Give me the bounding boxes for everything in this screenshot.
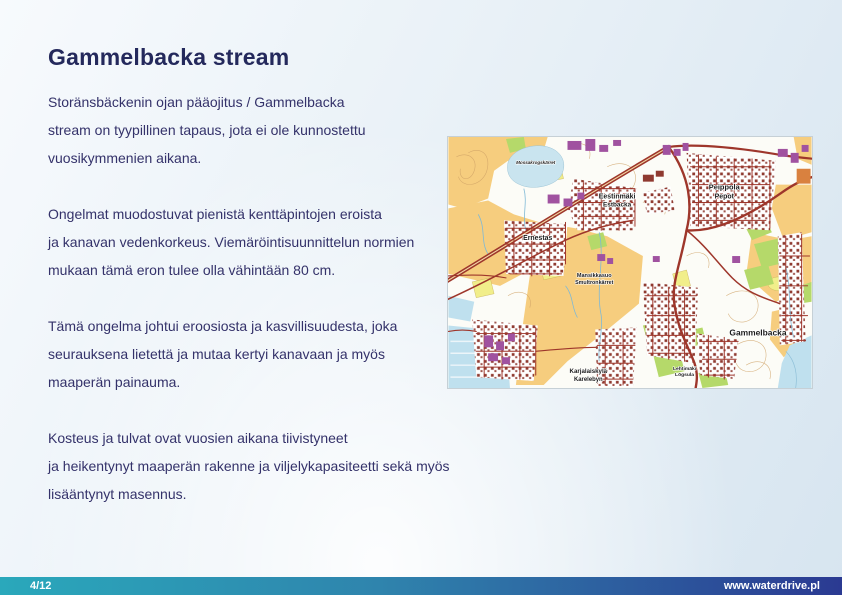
body-line: ja kanavan vedenkorkeus. Viemäröintisuunnittelun normien [48,234,415,250]
body-line: seurauksena lietettä ja mutaa kertyi kanavaan ja myös [48,346,385,362]
paragraph-1 [48,88,460,172]
map-label-mansikkasuo: Mansikkasuo [576,272,612,279]
website-link: www.waterdrive.pl [723,580,820,592]
map-label-peippola: Peippola [708,182,740,192]
page-indicator: 4/12 [30,580,52,592]
page-title [48,44,289,71]
body-line: maaperän painauma. [48,374,181,390]
body-line: mukaan tämä eron tulee olla vähintään 80 cm. [48,262,336,278]
body-line: Tämä ongelma johtui eroosiosta ja kasvillisuudesta, joka [48,318,398,334]
body-line: Ongelmat muodostuvat pienistä kenttäpintojen eroista [48,206,382,222]
body-line: Storänsbäckenin ojan pääojitus / Gammelbacka [48,94,345,110]
body-line: ja heikentynyt maaperän rakenne ja viljelykapasiteetti sekä myös [48,458,450,474]
map-label-lehtimaki: Lehtimäki [673,367,697,373]
map-label-estbacka: Estbacka [602,201,632,209]
map-label-smultronkarret: Smultronkärret [575,279,614,286]
map-label-ernestas: Ernestas [523,235,553,243]
page-title-text: Gammelbacka stream [48,44,290,70]
paragraph-2 [48,200,460,284]
map-label-lake: Mossakrogskärret [516,159,556,165]
footer-bar [0,577,842,595]
map-label-eestinmaki: Eestinmäki [598,193,636,201]
body-line: Kosteus ja tulvat ovat vuosien aikana tiivistyneet [48,430,348,446]
map-label-logsula: Lögsula [675,373,695,379]
topographic-map [448,137,812,388]
body-line: lisääntynyt masennus. [48,486,187,502]
map-image [447,136,813,389]
map-label-karelebyn: Karelebyn [573,377,603,384]
body-line: stream on tyypillinen tapaus, jota ei ole kunnostettu [48,122,366,138]
map-label-gammelbacka: Gammelbacka [729,327,787,338]
paragraph-3 [48,312,460,396]
map-label-karjalaiskyla: Karjalaiskylä [569,368,608,376]
paragraph-4 [48,424,460,508]
body-line: vuosikymmenien aikana. [48,150,202,166]
body-text [48,88,460,536]
map-label-pepot: Pepot [714,193,734,201]
